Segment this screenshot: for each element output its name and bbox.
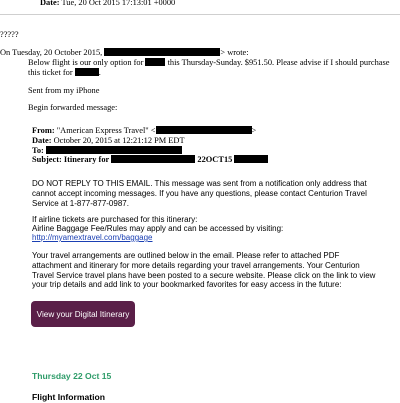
- baggage-link[interactable]: http://myamextravel.com/baggage: [32, 233, 153, 242]
- notice-line-2: cannot accept incoming messages. If you have any questions, please contact Centurion Travel: [32, 189, 367, 198]
- fwd-subject: [32, 155, 268, 165]
- quote-intro-end: > wrote:: [220, 48, 249, 57]
- header-divider: [0, 14, 400, 15]
- fwd-date-value: October 20, 2015 at 12:21:12 PM EDT: [53, 136, 185, 145]
- section-title: Flight Information: [32, 392, 106, 402]
- arrangements-line-4: your trip details and add link to your bookmarked favorites for easy access in the future:: [32, 280, 342, 289]
- fwd-date: [32, 136, 185, 146]
- sent-from: Sent from my iPhone: [28, 86, 100, 95]
- quote-line-2-end: .: [98, 68, 101, 77]
- quote-intro: [0, 48, 249, 58]
- fwd-date-label: Date:: [32, 136, 52, 145]
- fwd-to-label: To:: [32, 146, 44, 155]
- redacted-block: [104, 48, 220, 56]
- quote-line-1-end: this Thursday-Sunday. $951.50. Please advise if I should purchase: [167, 58, 390, 67]
- quote-line-1: [28, 58, 389, 68]
- arrangements-line-2: attachment and itinerary for more details regarding your travel arrangements. Your Centurion: [32, 261, 360, 270]
- fwd-subject-code: 22OCT15: [197, 155, 233, 164]
- redacted-block: [75, 68, 99, 76]
- quote-line-2: [28, 68, 101, 78]
- day-header: Thursday 22 Oct 15: [32, 371, 112, 381]
- baggage-line-2: Airline Baggage Fee/Rules may apply and can be accessed by visiting:: [32, 224, 284, 233]
- notice-line-3: Service at 1-877-877-0987.: [32, 199, 129, 208]
- redacted-block: [156, 126, 252, 134]
- fwd-from-value: "American Express Travel" <: [56, 126, 156, 135]
- fwd-subject-label: Subject:: [32, 155, 62, 164]
- question-marks: ?????: [0, 30, 19, 39]
- quote-line-2-start: this ticket for: [28, 68, 73, 77]
- redacted-block: [234, 155, 268, 163]
- quote-intro-start: On Tuesday, 20 October 2015,: [0, 48, 103, 57]
- notice-line-1: DO NOT REPLY TO THIS EMAIL. This message was sent from a notification only address that: [32, 179, 367, 188]
- arrangements-line-3: Travel Service travel plans have been posted to a secure website. Please click on the link to view: [32, 271, 376, 280]
- view-digital-itinerary-button[interactable]: [31, 301, 135, 327]
- view-digital-itinerary-label: View your Digital Itinerary: [36, 309, 130, 319]
- redacted-block: [145, 58, 165, 66]
- fwd-from-label: From:: [32, 126, 55, 135]
- arrangements-line-1: Your travel arrangements are outlined below in the email. Please refer to attached PDF: [32, 251, 340, 260]
- redacted-block: [111, 155, 195, 163]
- fwd-from: [32, 126, 256, 136]
- redacted-block: [46, 146, 182, 154]
- baggage-line-1: If airline tickets are purchased for this itinerary:: [32, 215, 198, 224]
- begin-forwarded: Begin forwarded message:: [28, 103, 118, 112]
- quote-line-1-start: Below flight is our only option for: [28, 58, 144, 67]
- header-date-value: Tue, 20 Oct 2015 17:13:01 +0000: [61, 0, 176, 7]
- fwd-from-end: >: [251, 126, 257, 135]
- header-date-label: Date:: [40, 0, 60, 7]
- fwd-subject-value: Itinerary for: [63, 155, 110, 164]
- header-date: [40, 0, 175, 8]
